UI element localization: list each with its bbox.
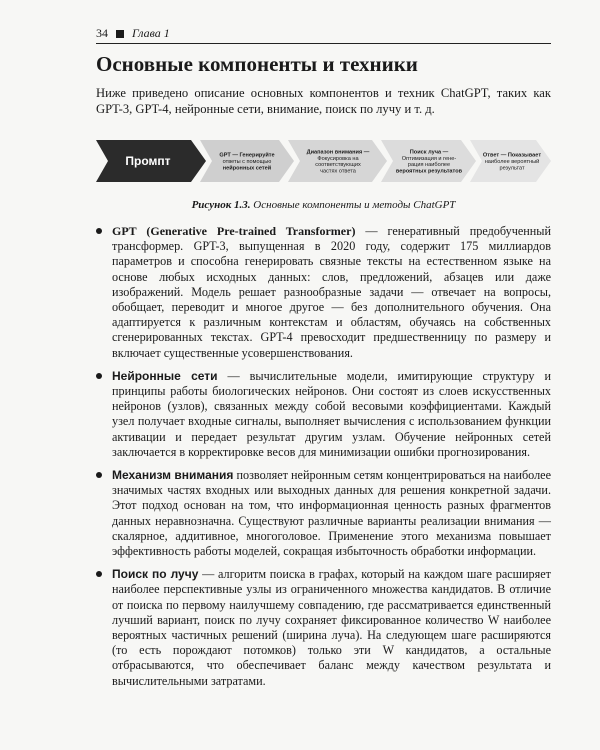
bullet-icon [96, 472, 102, 478]
step-line: Поиск луча — [409, 149, 449, 156]
step-line: наиболее вероятный [484, 159, 540, 165]
term-beam-search: Поиск по лучу [112, 567, 199, 582]
step-line: ответы с помощью [222, 159, 272, 165]
step-line: нейронных сетей [222, 165, 272, 172]
definition-neural-networks: — вычислительные модели, имитирующие структуру и принципы работы биологических нейронов. Они состоят из слоев искусственных нейронов (узлов), связанных между собой весовыми коэффициентами. Каждый узел получает входные сигналы, выполняет вычисления с использованием функции активации и передает результат другим узлам. Обучение нейронных сетей заключается в корректировке весов для минимизации ошибки прогнозирования. [112, 368, 551, 459]
header-rule [96, 43, 551, 44]
step-line: соответствующих [315, 162, 361, 169]
term-gpt: GPT (Generative Pre-trained Transformer) [112, 224, 356, 238]
step-line: вероятных результатов [395, 168, 463, 175]
list-item [96, 468, 551, 559]
figure-caption [96, 199, 551, 211]
step-line: частях ответа [320, 168, 356, 175]
step-title-prompt: Промпт [125, 154, 171, 168]
definition-beam-search: — алгоритм поиска в графах, который на каждом шаге расширяет наиболее перспективные узлы из ограниченного множества кандидатов. В отличие от поиска по первому наилучшему совпадению, где рассматривается единственный лучший вариант, поиск по лучу сохраняет фиксированное количество W наиболее вероятных частичных решений (ширина луча). На следующем шаге расширяются (то есть порождают потомков) только эти W кандидатов, а остальные отбрасываются, что обеспечивает баланс между качеством результата и вычислительными затратами. [112, 567, 551, 688]
intro-paragraph: Ниже приведено описание основных компонентов и техник ChatGPT, таких как GPT-3, GPT-4, нейронные сети, внимание, поиск по лучу и т. д. [96, 86, 551, 116]
bullet-icon [96, 228, 102, 234]
bullet-icon [96, 373, 102, 379]
list-item [96, 369, 551, 460]
chapter-label: Глава 1 [132, 26, 170, 40]
definition-attention: позволяет нейронным сетям концентрироваться на наиболее значимых частях входных или выходных данных для решения конкретной задачи. Этот подход основан на том, что информационная ценность разных фрагментов данных неравнозначна. Существуют различные варианты реализации внимания — скалярное, аддитивное, многоголовое. Применение этого механизма повышает эффективность работы моделей, сокращая избыточность обработки информации. [112, 468, 552, 559]
square-marker-icon [116, 30, 124, 38]
pipeline-figure [96, 136, 551, 186]
list-item [96, 567, 551, 689]
term-attention: Механизм внимания [112, 468, 234, 483]
caption-text: Основные компоненты и методы ChatGPT [253, 199, 456, 211]
step-line: рация наиболее [407, 162, 451, 169]
term-neural-networks: Нейронные сети [112, 368, 218, 383]
step-line: Оптимизация и гене- [401, 155, 457, 162]
step-line: результат [499, 165, 525, 172]
section-title: Основные компоненты и техники [96, 52, 418, 76]
running-head [96, 26, 546, 41]
page-number: 34 [96, 26, 108, 40]
step-text-gpt [219, 152, 274, 172]
list-item [96, 224, 551, 361]
step-line: Ответ — Показывает [482, 152, 542, 159]
definition-list [96, 224, 551, 697]
step-line: Фокусировка на [317, 155, 359, 162]
step-line: GPT — Генерируйте [219, 152, 275, 159]
caption-label: Рисунок 1.3. [191, 199, 251, 211]
definition-gpt: — генеративный предобученный трансформер. GPT-3, выпущенная в 2020 году, содержит 175 миллиардов параметров и способна генерировать связные тексты на естественном языке на основе любых исходных данных: слов, предложений, абзацев или даже изображений. Модель решает разнообразные задачи — отвечает на вопросы, обобщает, переводит и многое другое — без дополнительного обучения. Она адаптируется к различным контекстам и областям, обучаясь на собственных сгенерированных текстах. GPT-4 превосходит предшественницу по размеру и включает существенные усовершенствования. [112, 224, 551, 360]
bullet-icon [96, 571, 102, 577]
step-line: Диапазон внимания — [306, 149, 370, 156]
